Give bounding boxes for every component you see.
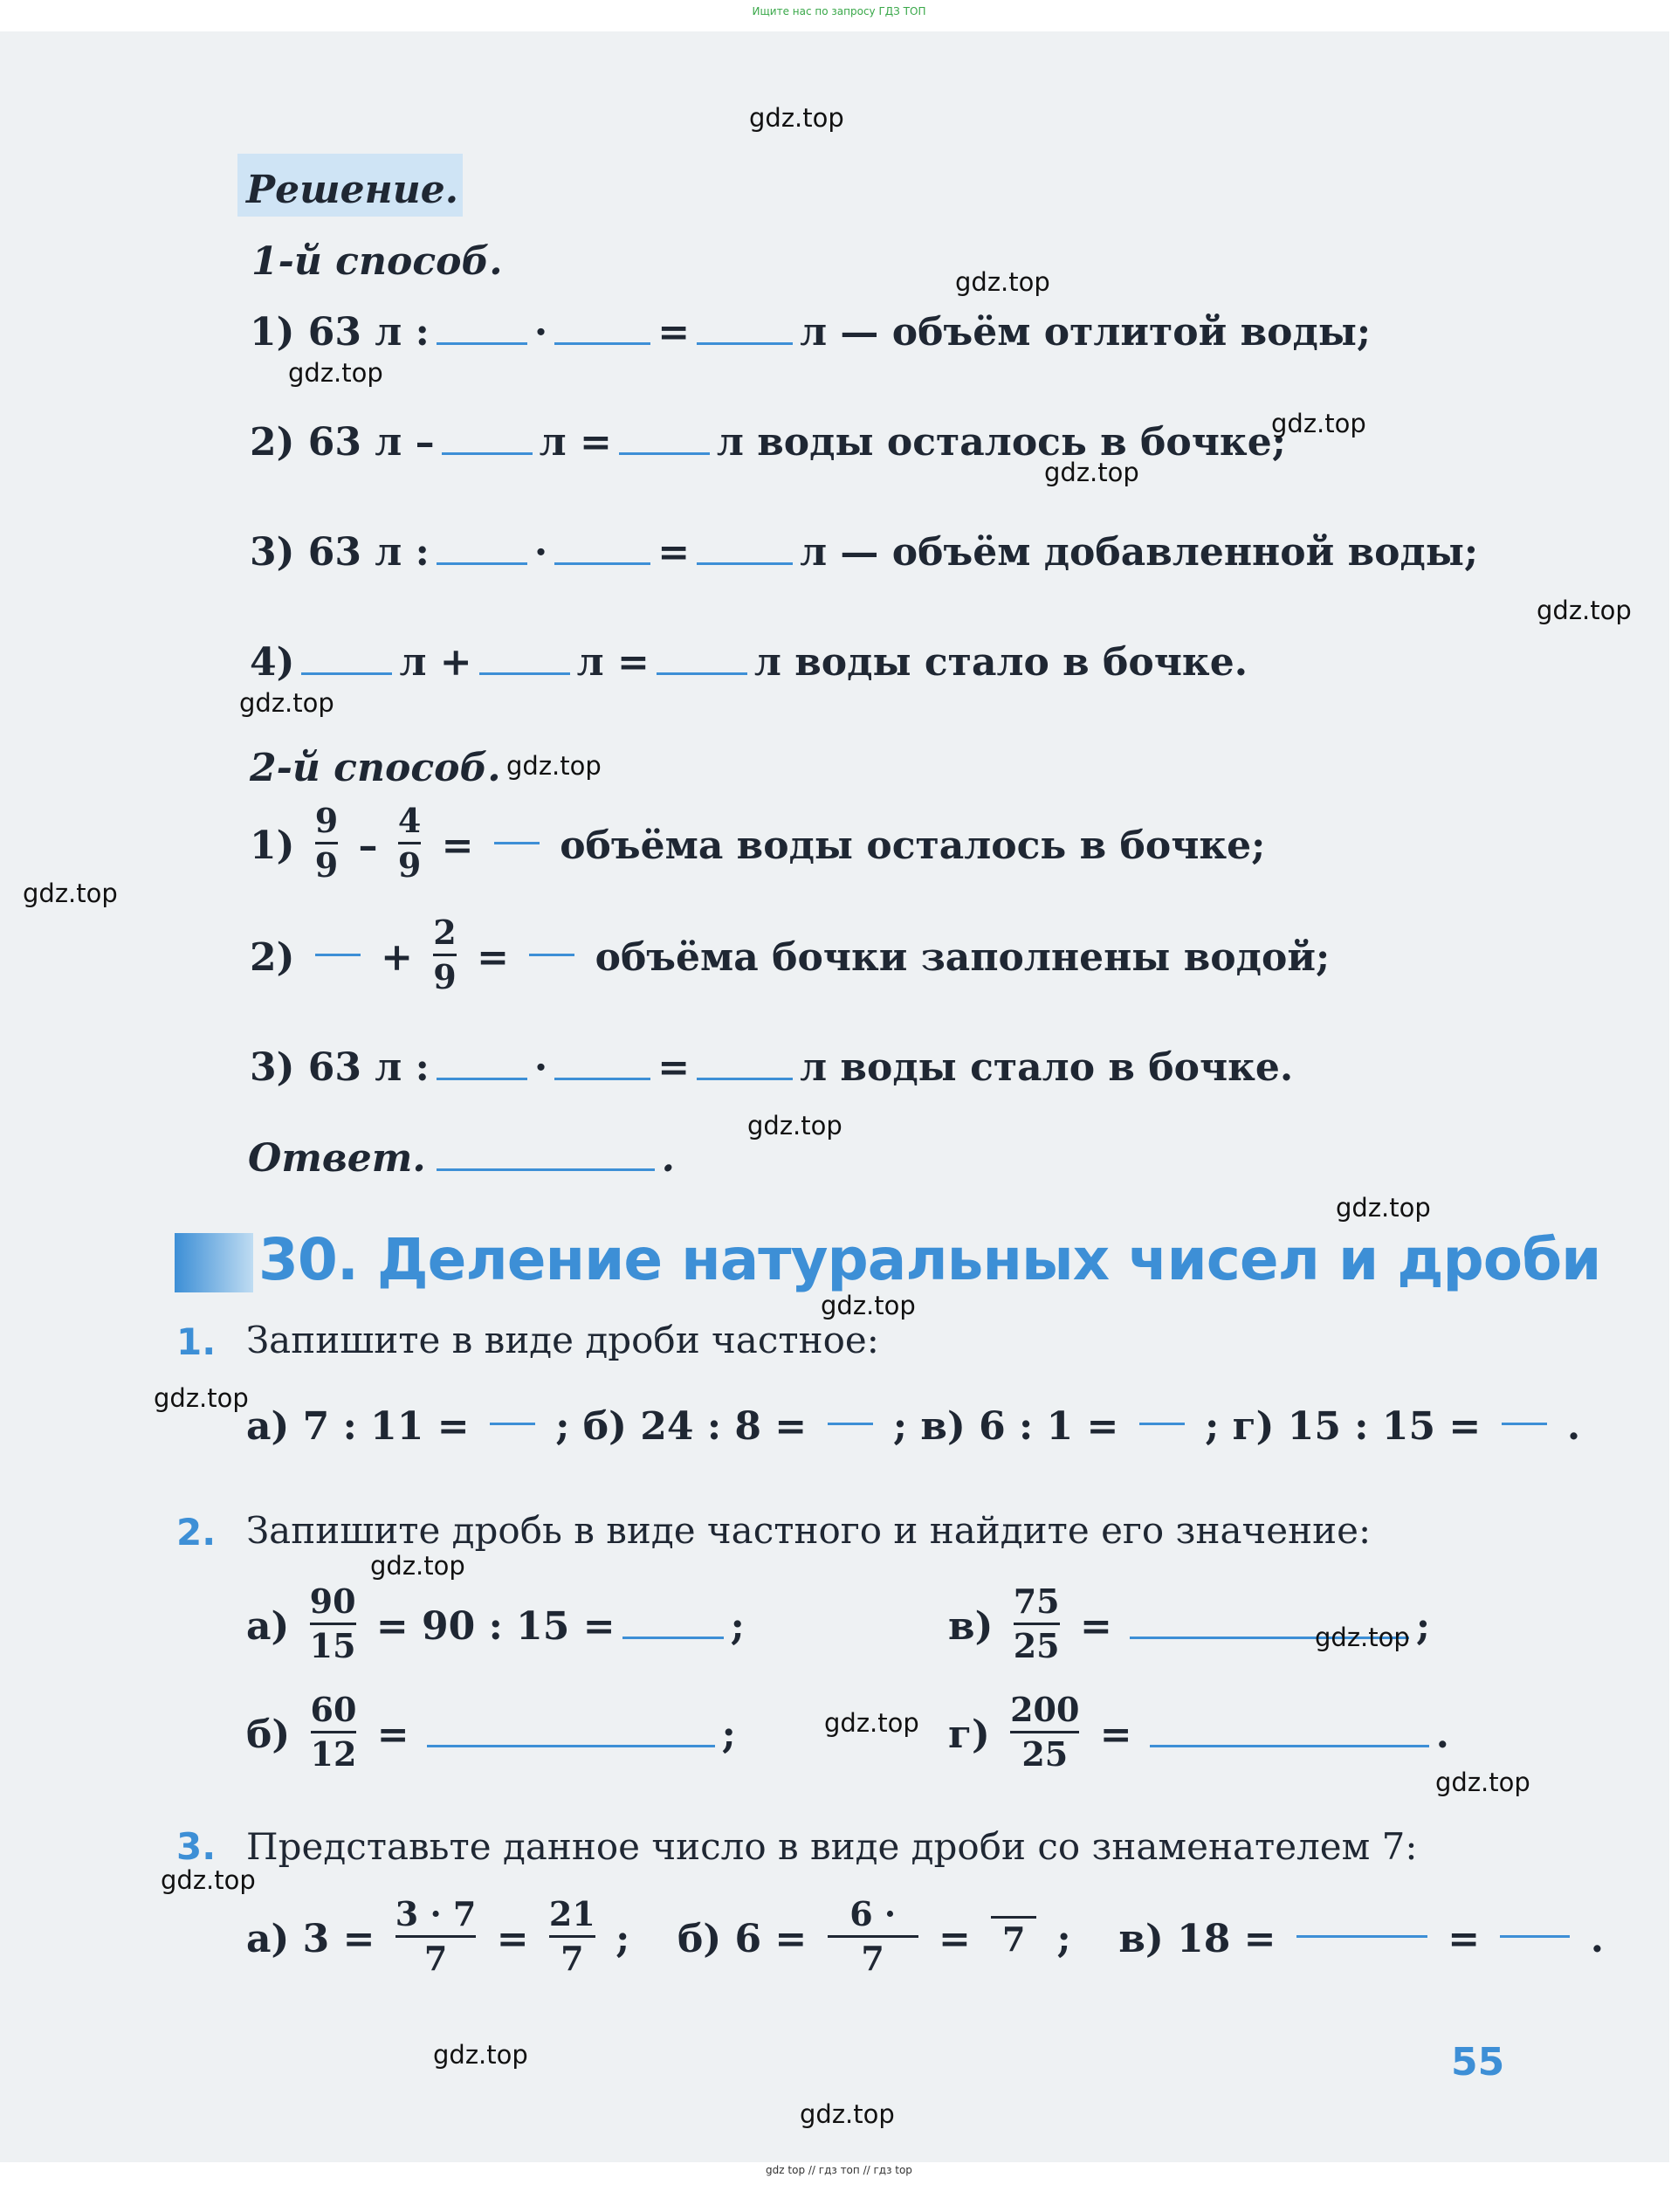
item-end: ; [1056,1917,1071,1961]
exercise-number: 2. [176,1511,217,1554]
numerator: 90 [309,1581,356,1621]
method-2-step-3 [250,1045,1294,1090]
blank-fraction[interactable] [1502,1403,1547,1444]
multiply-sign: · [533,310,548,355]
item-end: . [1435,1712,1449,1757]
watermark: gdz.top [23,879,118,908]
answer-blank[interactable] [437,1046,527,1080]
fraction-bar [433,954,456,956]
item-a: а) 7 : 11 = [246,1404,470,1449]
denominator: 7 [423,1939,448,1978]
denominator: 7 [1001,1919,1026,1959]
solution-heading: Решение. [246,168,459,212]
fraction-bar [310,1623,356,1625]
exercise-number: 3. [176,1825,217,1868]
answer-blank[interactable] [437,531,527,565]
answer-blank[interactable] [554,311,650,345]
step-text: л + [399,640,472,685]
equals-sign: = [441,823,474,868]
page-number: 55 [1451,2040,1505,2085]
answer-end: . [661,1136,675,1181]
watermark: gdz.top [1315,1623,1410,1652]
item-end: ; [1415,1604,1431,1649]
denominator: 7 [861,1939,884,1978]
item-label: б) [246,1712,291,1757]
item-b: ; б) 24 : 8 = [555,1404,808,1449]
step-text: л воды стало в бочке. [800,1045,1294,1090]
exercise-3-task: Представьте данное число в виде дроби со знаменателем 7: [246,1825,1418,1868]
equals-sign: = [657,1045,691,1090]
item-v-label: в) 18 = [1118,1917,1276,1961]
equals-sign: = [1079,1604,1112,1649]
item-end: . [1590,1917,1605,1961]
item-label: а) [246,1604,290,1649]
answer-blank[interactable] [554,1046,650,1080]
fraction-bar [315,842,338,844]
watermark: gdz.top [161,1865,256,1895]
step-text: л — объём отлитой воды; [800,310,1372,355]
exercise-2-item-a [246,1581,745,1671]
multiply-sign: · [533,1045,548,1090]
item-a-label: а) 3 = [246,1917,375,1961]
method-1-step-4 [250,640,1248,685]
method-1-step-3 [250,530,1479,575]
numerator: 4 [397,801,422,840]
denominator: 9 [397,845,422,885]
step-text: л = [576,640,650,685]
item-end: . [1566,1404,1581,1449]
numerator: 6 · [849,1894,897,1933]
watermark: gdz.top [433,2040,528,2070]
watermark: gdz.top [955,267,1050,297]
exercise-1-task: Запишите в виде дроби частное: [246,1319,879,1361]
exercise-3-items [246,1894,1605,1983]
answer-blank[interactable] [554,531,650,565]
method-2-heading: 2-й способ. [250,746,501,790]
numerator: 9 [314,801,339,840]
fraction-bar [1014,1623,1060,1625]
step-text: объёма воды осталось в бочке; [560,823,1266,868]
plus-sign: + [381,935,413,980]
answer-blank[interactable] [622,1605,724,1639]
step-text: л воды стало в бочке. [753,640,1248,685]
answer-blank[interactable] [479,641,570,675]
item-label: г) [948,1712,990,1757]
fraction-bar [311,1731,357,1733]
item-d: ; г) 15 : 15 = [1205,1404,1482,1449]
exercise-2-item-g [948,1690,1449,1779]
denominator: 9 [433,957,457,996]
answer-blank[interactable] [437,311,527,345]
equals-sign: = [657,310,691,355]
fraction-partial[interactable] [828,1895,918,1978]
denominator: 9 [314,845,339,885]
answer-line [248,1136,675,1181]
item-end: ; [721,1712,736,1757]
watermark: gdz.top [1336,1193,1431,1223]
denominator: 25 [1013,1626,1060,1665]
fraction-bar [1010,1731,1079,1733]
answer-label: Ответ. [248,1136,426,1181]
section-title: 30. Деление натуральных чисел и дроби [258,1226,1601,1293]
blank-fraction[interactable] [529,919,574,991]
watermark: gdz.top [239,688,334,718]
equals-sign: = [376,1712,409,1757]
fraction [433,913,456,996]
step-text: 4) [250,640,295,685]
blank-fraction[interactable] [828,1403,873,1444]
exercise-2-item-b [246,1690,736,1779]
watermark: gdz.top [821,1291,916,1320]
answer-blank[interactable] [437,1137,655,1171]
watermark: gdz.top [1044,458,1139,487]
method-1-heading: 1-й способ. [251,239,503,284]
step-text: л = [539,420,612,465]
item-text: = 90 : 15 = [375,1604,615,1649]
item-b-label: б) 6 = [677,1917,808,1961]
fraction [315,802,338,885]
item-end: ; [615,1917,630,1961]
blank-fraction[interactable] [490,1403,535,1444]
watermark: gdz.top [370,1551,465,1581]
denominator: 15 [309,1626,356,1665]
numerator: 2 [433,913,457,952]
top-note: Ищите нас по запросу ГДЗ ТОП [752,5,926,17]
denominator: 7 [560,1939,584,1978]
watermark: gdz.top [1435,1768,1530,1797]
watermark: gdz.top [1537,596,1632,625]
blank-fraction[interactable] [1296,1900,1427,1973]
watermark: gdz.top [1271,409,1366,438]
method-1-step-1 [250,310,1372,355]
fraction [1010,1691,1079,1774]
numerator: 200 [1010,1690,1080,1729]
step-text: 2) [250,935,295,980]
step-text: л — объём добавленной воды; [800,530,1479,575]
method-1-step-2 [250,420,1286,465]
denominator: 25 [1021,1734,1069,1774]
step-text: л воды осталось в бочке; [716,420,1286,465]
watermark: gdz.top [506,751,602,781]
answer-blank[interactable] [619,421,710,455]
answer-blank[interactable] [442,421,533,455]
equals-sign: = [938,1917,971,1961]
answer-blank[interactable] [657,641,747,675]
fraction-bar [395,1935,477,1938]
minus-sign: – [358,823,378,868]
denominator: 12 [310,1734,357,1774]
fraction [549,1895,595,1978]
equals-sign: = [1448,1917,1481,1961]
exercise-number: 1. [176,1320,217,1363]
method-2-step-2 [250,913,1331,1002]
blank-fraction[interactable] [1139,1403,1185,1444]
fraction [395,1895,477,1978]
numerator: 3 · 7 [395,1894,477,1933]
answer-blank[interactable] [1150,1713,1429,1747]
watermark: gdz.top [824,1708,919,1738]
blank-fraction[interactable] [1500,1900,1570,1973]
watermark: gdz.top [288,358,383,388]
item-label: в) [948,1604,994,1649]
watermark: gdz.top [747,1111,842,1140]
answer-blank[interactable] [301,641,392,675]
blank-fraction[interactable] [494,807,540,879]
watermark: gdz.top [154,1383,249,1413]
section-marker [175,1233,253,1292]
step-text: 3) 63 л : [250,530,430,575]
blank-fraction[interactable] [315,919,361,991]
fraction-bar [991,1916,1036,1919]
fraction-bar [828,1935,918,1938]
step-text: 2) 63 л – [250,420,435,465]
method-2-step-1 [250,801,1266,890]
fraction-partial[interactable] [991,1914,1036,1959]
watermark: gdz.top [800,2099,895,2129]
exercise-1-items [246,1404,1581,1450]
step-text: 1) [250,823,295,868]
step-text: 1) 63 л : [250,310,430,355]
fraction [311,1691,357,1774]
equals-sign: = [496,1917,529,1961]
bottom-note: gdz top // гдз топ // гдз top [766,2164,912,2176]
answer-blank[interactable] [697,311,793,345]
equals-sign: = [477,935,509,980]
item-end: ; [730,1604,745,1649]
multiply-sign: · [533,530,548,575]
step-text: 3) 63 л : [250,1045,430,1090]
step-text: объёма бочки заполнены водой; [595,935,1331,980]
item-c: ; в) 6 : 1 = [892,1404,1119,1449]
exercise-2-task: Запишите дробь в виде частного и найдите его значение: [246,1509,1372,1552]
equals-sign: = [657,530,691,575]
numerator: 60 [310,1690,357,1729]
fraction [398,802,421,885]
answer-blank[interactable] [697,531,793,565]
equals-sign: = [1099,1712,1132,1757]
answer-blank[interactable] [427,1713,715,1747]
fraction [1014,1582,1060,1665]
answer-blank[interactable] [697,1046,793,1080]
fraction-bar [398,842,421,844]
numerator: 75 [1013,1581,1060,1621]
numerator: 21 [548,1894,595,1933]
fraction [310,1582,356,1665]
fraction-bar [549,1935,595,1938]
watermark: gdz.top [749,103,844,133]
